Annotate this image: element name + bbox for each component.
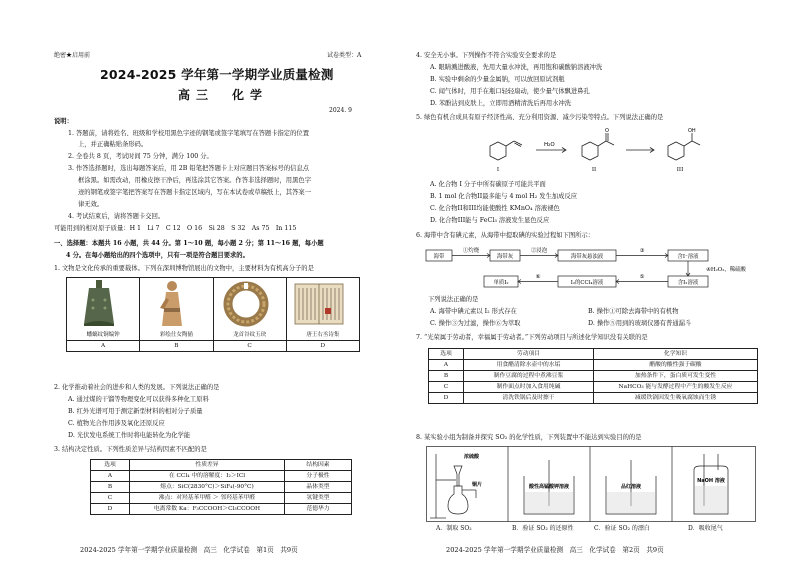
exam-title: 2024-2025 学年第一学期学业质量检测 [100, 67, 334, 82]
q4-stem: 4. 安全无小事。下列操作不符合实验安全要求的是 [416, 52, 557, 59]
q7-stem: 7. “光荣属于劳动者，幸福属于劳动者。”下列劳动项目与所述化学知识没有关联的是 [416, 334, 648, 341]
svg-text:O: O [605, 128, 609, 134]
flow-node: 含I₂溶液 [677, 280, 699, 286]
table-row [91, 504, 352, 515]
q5-option: B. 1 mol 化合物II最多能与 4 mol H₂ 发生加成反应 [430, 193, 578, 200]
q1-table [66, 277, 360, 352]
q2-option: B. 红外光谱可用于测定新型材料的相对分子质量 [68, 408, 203, 415]
q6-after: 下列说法正确的是 [428, 296, 479, 303]
page-footer: 2024-2025 学年第一学期学业质量检测 高三 化学试卷 第2页 共9页 [446, 546, 664, 554]
table-header: 劳动项目 [464, 349, 594, 360]
artifact-cell [286, 278, 359, 341]
table-header: 选项 [429, 349, 464, 360]
option-label: A [67, 341, 140, 352]
table-row [91, 482, 352, 493]
artifact-name: 彩绘仕女陶俑 [159, 332, 193, 338]
bronze-bell-icon [69, 278, 129, 330]
table-cell: 清洗铁锅后及时擦干 [464, 393, 594, 404]
q5-stem: 5. 绿色有机合成具有原子经济性高、充分利用资源、减少污染等特点。下列说法正确的是 [416, 114, 664, 121]
table-cell: A [91, 471, 130, 482]
table-cell: 分子极性 [285, 471, 352, 482]
flow-step: ④H₂O₂，稀硫酸 [706, 267, 746, 273]
q2-option: D. 光伏发电系统工作时将电能转化为化学能 [68, 432, 191, 439]
compound-label: I [496, 167, 500, 173]
q5-option: A. 化合物 I 分子中所有碳原子可能共平面 [430, 181, 546, 188]
apparatus-label: 浓硫酸 [464, 454, 480, 460]
q2-option: C. 植物光合作用涉及氧化还原反应 [68, 420, 165, 427]
instruction-line: 2. 全卷共 8 页，考试时间 75 分钟，满分 100 分。 [68, 153, 213, 160]
q6-option: D. 操作⑤用到的玻璃仪器有普通漏斗 [588, 320, 692, 327]
table-cell: 沸点：对羟基苯甲醛 ＞ 邻羟基苯甲醛 [130, 493, 285, 504]
q4-option: A. 眼睛溅进酸液，先用大量水冲洗，再用饱和碳酸钠溶液冲洗 [430, 64, 603, 71]
q2-stem: 2. 化学推动着社会的进步和人类的发展。下列说法正确的是 [54, 384, 220, 391]
table-cell: NaHCO₃ 能与发酵过程中产生的酸发生反应 [594, 382, 758, 393]
flow-node: 海带灰悬浊液 [570, 254, 604, 260]
table-header: 选项 [91, 460, 130, 471]
option-label: D [286, 341, 359, 352]
benzene-ring-icon [582, 142, 598, 160]
svg-text:OH: OH [688, 128, 696, 134]
option-label: C [213, 341, 286, 352]
table-cell: 用食醋清除水壶中的水垢 [464, 360, 594, 371]
table-cell: 减缓铁锅因发生吸氧腐蚀而生锈 [594, 393, 758, 404]
apparatus-label: 酸性高锰酸钾溶液 [528, 484, 570, 490]
table-cell: 熔点：SiC(2830°C)＞SiF₄(-90°C) [130, 482, 285, 493]
paper-type: 试卷类型：A [327, 52, 362, 59]
apparatus-caption: A．制取 SO₂ [436, 525, 472, 532]
apparatus-caption: D．吸收尾气 [688, 525, 723, 532]
exam-date: 2024. 9 [329, 107, 352, 114]
artifact-cell [67, 278, 140, 341]
compound-label: III [676, 167, 684, 173]
table-cell: B [91, 482, 130, 493]
apparatus-caption: B．验证 SO₂ 的还原性 [512, 525, 574, 532]
table-cell: 电离常数 Ka：F₃CCOOH＞Cl₃CCOOH [130, 504, 285, 515]
flow-node: 海带灰 [496, 254, 514, 260]
instructions-title: 说明： [54, 118, 73, 125]
section-heading-2: 4 分。在每小题给出的四个选项中，只有一项是符合题目要求的。 [66, 252, 249, 259]
table-row [429, 393, 758, 404]
table-row [91, 471, 352, 482]
q3-table [90, 459, 352, 515]
table-cell: 醋酸的酸性强于碳酸 [594, 360, 758, 371]
table-cell: B [429, 371, 464, 382]
q4-option: C. 闻气体时，用手在瓶口轻轻扇动，使少量气体飘进鼻孔 [430, 88, 590, 95]
atomic-masses: 可能用到的相对原子质量：H 1 Li 7 C 12 O 16 Si 28 S 32 As 75 In 115 [54, 225, 297, 232]
pottery-figurine-icon [142, 278, 202, 330]
table-row [91, 493, 352, 504]
q8-stem: 8. 某实验小组为制备并探究 SO₂ 的化学性质，下列装置中不能达到实验目的的是 [416, 434, 642, 441]
table-row [429, 371, 758, 382]
q4-option: B. 实验中剩余的少量金属钠，可以放回原试剂瓶 [430, 76, 565, 83]
table-cell: 晶体类型 [285, 482, 352, 493]
reagent-label: H₂O [544, 142, 555, 148]
artifact-name: 龙首谷纹玉玦 [233, 332, 267, 338]
apparatus-caption: C．验证 SO₂ 的漂白 [594, 525, 650, 532]
page-footer: 2024-2025 学年第一学期学业质量检测 高三 化学试卷 第1页 共9页 [80, 546, 298, 554]
q6-stem: 6. 海带中含有碘元素，从海带中提取碘的实验过程如下图所示： [416, 232, 595, 239]
q6-option: B. 操作①可除去海带中的有机物 [588, 308, 679, 315]
apparatus-label: 铜片 [472, 482, 483, 488]
q7-table [428, 348, 758, 404]
flow-step: ③ [639, 248, 645, 254]
instruction-line: 1. 答题前，请将姓名、班级和学校用黑色字迹的钢笔或签字笔填写在答题卡指定的位置 [68, 130, 309, 137]
q5-option: C. 化合物II和III均能使酸性 KMnO₄ 溶液褪色 [430, 205, 560, 212]
table-cell: 在 CCl₄ 中的溶解度：I₂＞ICl [130, 471, 285, 482]
flow-step: ①灼烧 [462, 248, 480, 254]
table-cell: D [429, 393, 464, 404]
option-label: B [140, 341, 213, 352]
table-cell: 制作面点时加入食用纯碱 [464, 382, 594, 393]
q2-option: A. 通过煤的干馏等物理变化可以获得多种化工原料 [68, 396, 209, 403]
table-cell: A [429, 360, 464, 371]
q6-option: A. 海带中碘元素以 I₂ 形式存在 [430, 308, 517, 315]
table-header: 性质差异 [130, 460, 285, 471]
section-heading: 一、选择题：本题共 16 小题，共 44 分。第 1～10 题，每小题 2 分；第 11～16 题，每小题 [54, 240, 324, 247]
artifact-name: 唐王右丞诗集 [306, 332, 340, 338]
table-cell: 加热条件下，蛋白质可发生变性 [594, 371, 758, 382]
table-cell: 制作豆腐的过程中煮沸豆浆 [464, 371, 594, 382]
flow-step: ⑥ [535, 274, 541, 280]
table-header: 化学知识 [594, 349, 758, 360]
flow-node: 含I⁻溶液 [677, 254, 699, 260]
table-cell: D [91, 504, 130, 515]
funnel-icon [454, 466, 462, 486]
instruction-line: 4. 考试结束后，请将答题卡交回。 [68, 213, 165, 220]
reaction-scheme [478, 126, 708, 174]
instruction-line: 迹的钢笔或签字笔把答案写在答题卡指定区域内，写在本试卷或草稿纸上，其答案一 [78, 189, 311, 196]
right-page [398, 0, 794, 562]
exam-subtitle: 高三 化学 [178, 88, 269, 102]
artifact-name: 蟠螭纹铜编钟 [86, 332, 120, 338]
instruction-line: 3. 作答选择题时，选出每题答案后，用 2B 铅笔把答题卡上对应题目答案标号的信息点 [68, 165, 310, 172]
table-cell: C [91, 493, 130, 504]
table-row [429, 382, 758, 393]
instruction-line: 律无效。 [78, 201, 104, 208]
artifact-cell [213, 278, 286, 341]
flow-step: ⑤ [639, 274, 645, 280]
flow-node: I₂的CCl₄溶液 [570, 280, 604, 286]
q4-option: D. 苯酚沾到皮肤上，立即用酒精清洗后再用水冲洗 [430, 100, 572, 107]
flow-node: 单质I₂ [493, 280, 509, 286]
flow-step: ②浸泡 [530, 248, 548, 254]
apparatus-label: 品红溶液 [620, 484, 642, 490]
benzene-ring-icon [490, 142, 506, 160]
ancient-book-icon [289, 278, 349, 330]
table-cell: 范德华力 [285, 504, 352, 515]
secret-label: 绝密★启用前 [54, 52, 91, 59]
q5-option: D. 化合物III能与 FeCl₃ 溶液发生显色反应 [430, 217, 550, 224]
q3-stem: 3. 结构决定性质。下列性质差异与结构因素不匹配的是 [54, 446, 207, 453]
instruction-line: 框涂黑。如需改动，用橡皮擦干净后，再选涂其它答案。作答非选择题时，用黑色字 [78, 177, 311, 184]
apparatus-figure [426, 446, 756, 522]
jade-ring-icon [216, 278, 276, 330]
artifact-cell [140, 278, 213, 341]
table-cell: 氢键类型 [285, 493, 352, 504]
table-cell: C [429, 382, 464, 393]
q6-option: C. 操作③为过滤，操作⑥为萃取 [430, 320, 521, 327]
flow-node: 海带 [433, 254, 445, 260]
apparatus-label: NaOH 溶液 [697, 478, 725, 484]
iodine-flow-diagram [424, 244, 754, 292]
benzene-ring-icon [668, 142, 684, 160]
compound-label: II [591, 167, 597, 173]
instruction-line: 上，并正确粘贴条形码。 [78, 141, 148, 148]
table-row [429, 360, 758, 371]
table-header: 结构因素 [285, 460, 352, 471]
q1-stem: 1. 文物是文化传承的重要载体。下列在深圳博物馆展出的文物中，主要材料为有机高分子的是 [54, 265, 314, 272]
